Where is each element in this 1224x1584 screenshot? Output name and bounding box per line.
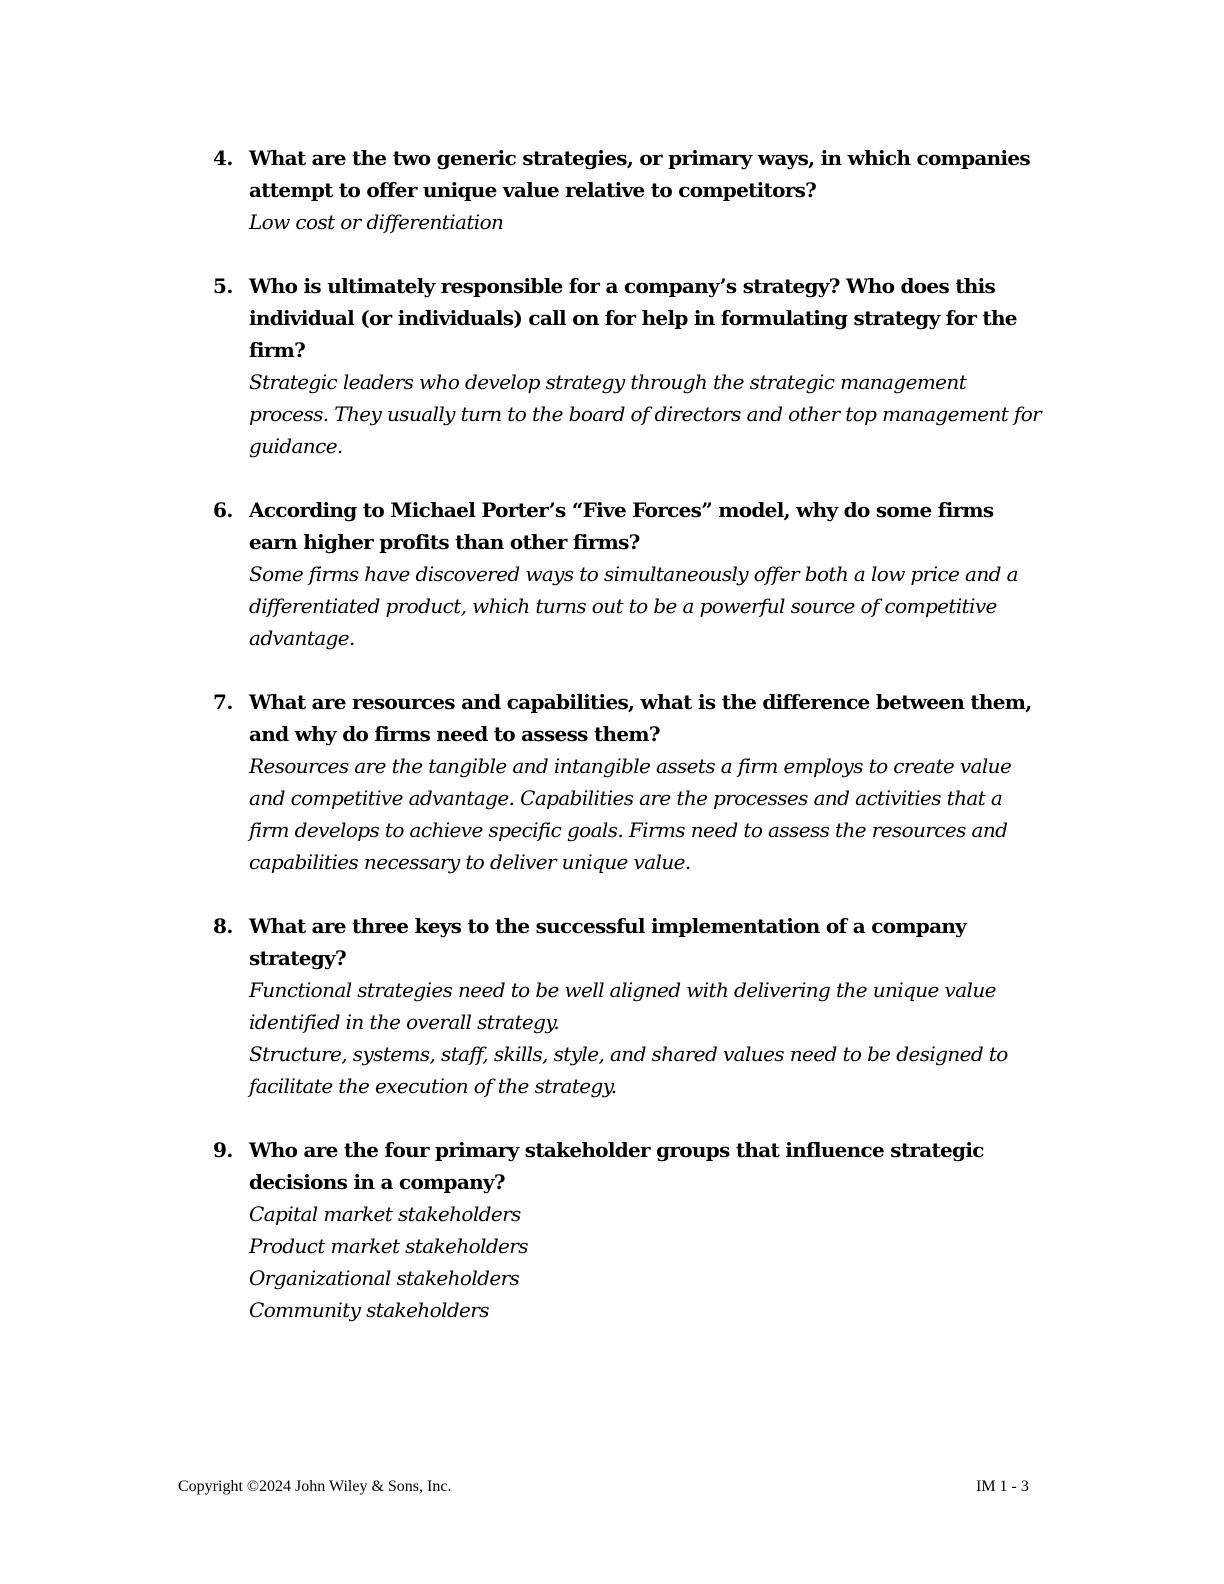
answer-line: Strategic leaders who develop strategy through the strategic management process. They usually turn to the board of directors and other top management for guidance.: [249, 370, 1042, 458]
answer-line: Structure, systems, staff, skills, style, and shared values need to be designed to facilitate the execution of the strategy.: [249, 1042, 1008, 1098]
question-number: 8.: [213, 914, 233, 938]
question-text: What are resources and capabilities, what is the difference between them, and why do firms need to assess them?: [249, 690, 1032, 746]
question-text: Who are the four primary stakeholder groups that influence strategic decisions in a company?: [249, 1138, 984, 1194]
question-number: 7.: [213, 690, 233, 714]
answer-line: Resources are the tangible and intangible assets a firm employs to create value and competitive advantage. Capabilities are the processes and activities that a firm develops to achieve specific goals. Firms need to assess the resources and capabilities necessary to deliver unique value.: [249, 754, 1012, 874]
answer-line: Functional strategies need to be well aligned with delivering the unique value identified in the overall strategy.: [249, 978, 996, 1034]
question-text: What are the two generic strategies, or primary ways, in which companies attempt to offer unique value relative to competitors?: [249, 146, 1030, 202]
question-number: 5.: [213, 274, 233, 298]
question-text: Who is ultimately responsible for a company’s strategy? Who does this individual (or individuals) call on for help in formulating strategy for the firm?: [249, 274, 1017, 362]
question-number: 4.: [213, 146, 233, 170]
answer-line: Organizational stakeholders: [249, 1266, 520, 1290]
answer-line: Some firms have discovered ways to simultaneously offer both a low price and a differentiated product, which turns out to be a powerful source of competitive advantage.: [249, 562, 1018, 650]
footer-page-label: IM 1 - 3: [976, 1478, 1029, 1495]
footer-copyright: Copyright ©2024 John Wiley & Sons, Inc.: [178, 1478, 452, 1495]
question-item-9: [213, 1134, 1043, 1326]
question-number: 6.: [213, 498, 233, 522]
question-item-6: [213, 494, 1043, 654]
question-number: 9.: [213, 1138, 233, 1162]
question-item-4: [213, 142, 1043, 238]
question-text: According to Michael Porter’s “Five Forces” model, why do some firms earn higher profits than other firms?: [249, 498, 994, 554]
answer-line: Capital market stakeholders: [249, 1202, 521, 1226]
answer-line: Product market stakeholders: [249, 1234, 528, 1258]
question-text: What are three keys to the successful implementation of a company strategy?: [249, 914, 967, 970]
answer-line: Community stakeholders: [249, 1298, 489, 1322]
question-list: [213, 142, 1043, 1358]
answer-line: Low cost or differentiation: [249, 210, 504, 234]
question-item-5: [213, 270, 1043, 462]
question-item-7: [213, 686, 1043, 878]
question-item-8: [213, 910, 1043, 1102]
